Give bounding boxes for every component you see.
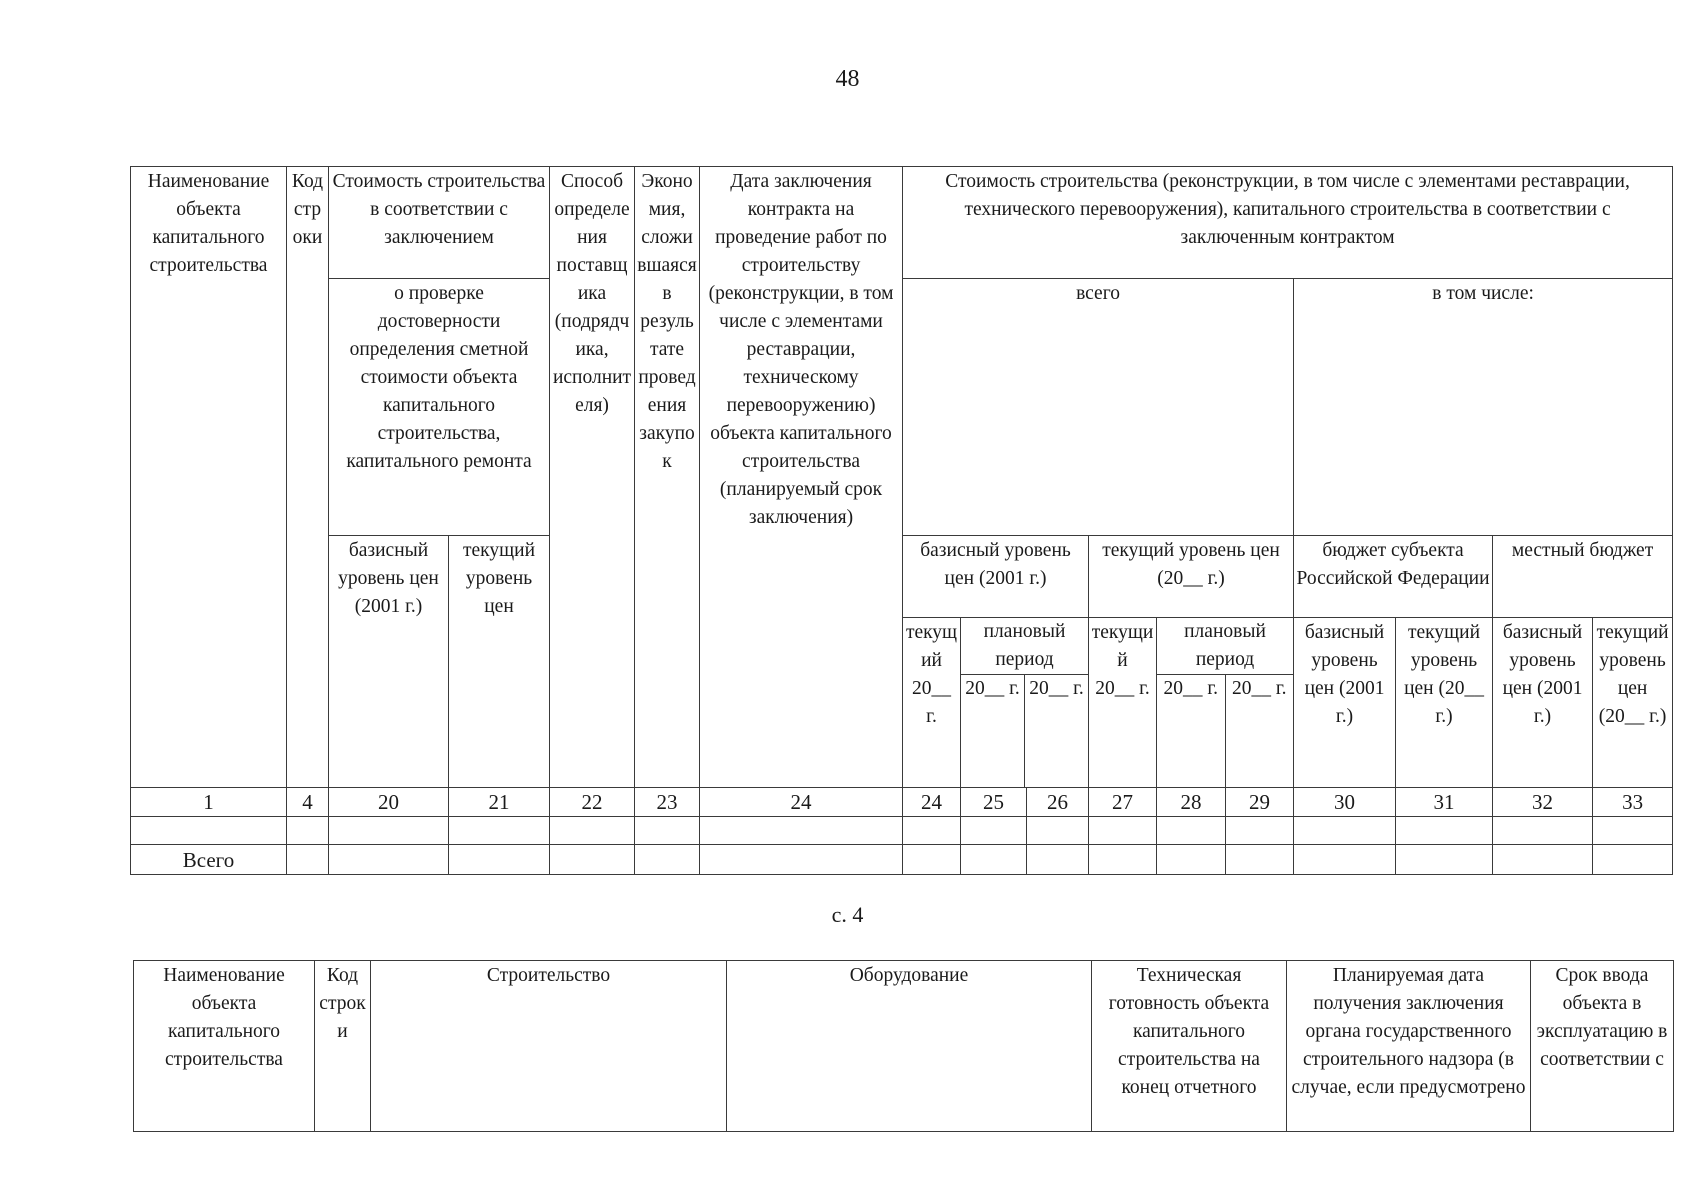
header-region-base: базисный уровень цен (2001 г.)	[1294, 618, 1396, 788]
header-equipment: Оборудование	[727, 961, 1092, 1132]
header-region-current: текущий уровень цен (20__ г.)	[1396, 618, 1493, 788]
total-label: Всего	[131, 845, 287, 875]
col-number: 28	[1157, 788, 1226, 817]
construction-equipment-table	[133, 960, 1674, 1132]
col-number: 33	[1593, 788, 1673, 817]
header-base-price-level: базисный уровень цен (2001 г.)	[329, 536, 449, 788]
header-current-year: текущий 20__ г.	[903, 618, 961, 788]
header-local-current: текущий уровень цен (20__ г.)	[1593, 618, 1673, 788]
column-number-row	[131, 788, 1673, 817]
col-number: 1	[131, 788, 287, 817]
col-number: 27	[1089, 788, 1157, 817]
col-number: 25	[961, 788, 1027, 817]
col-number: 32	[1493, 788, 1593, 817]
header-total: всего	[903, 279, 1294, 536]
col-number: 30	[1294, 788, 1396, 817]
col-number: 29	[1226, 788, 1294, 817]
header-local-budget: местный бюджет	[1493, 536, 1673, 618]
col-number: 24	[700, 788, 903, 817]
col-number: 26	[1027, 788, 1089, 817]
total-row	[131, 845, 1673, 875]
header-base-2001: базисный уровень цен (2001 г.)	[903, 536, 1089, 618]
capital-construction-table	[130, 166, 1673, 875]
header-local-base: базисный уровень цен (2001 г.)	[1493, 618, 1593, 788]
header-commissioning-term: Срок ввода объекта в эксплуатацию в соответствии с	[1531, 961, 1674, 1132]
header-cost-verification: о проверке достоверности определения сметной стоимости объекта капитального строительства, капитального ремонта	[329, 279, 550, 536]
header-object-name-2: Наименование объекта капитального строительства	[134, 961, 315, 1132]
col-number: 4	[287, 788, 329, 817]
header-row-code-2: Код строки	[315, 961, 371, 1132]
col-number: 23	[635, 788, 700, 817]
header-current-20: текущий уровень цен (20__ г.)	[1089, 536, 1294, 618]
col-number: 24	[903, 788, 961, 817]
plan-year-2: 20__ г.	[1029, 678, 1084, 699]
header-construction: Строительство	[371, 961, 727, 1132]
plan-year-4: 20__ г.	[1231, 678, 1287, 699]
header-contract-date: Дата заключения контракта на проведение работ по строительству (реконструкции, в том числе с элементами реставрации, техническому перевооружению) объекта капитального строительства (планируемый срок заключения)	[700, 167, 903, 788]
header-object-name: Наименование объекта капитального строительства	[131, 167, 287, 788]
header-including: в том числе:	[1294, 279, 1673, 536]
header-supplier-method: Способ определения поставщика (подрядчика, исполнителя)	[550, 167, 635, 788]
header-current-price-level: текущий уровень цен	[449, 536, 550, 788]
col-number: 20	[329, 788, 449, 817]
page-number: 48	[835, 66, 860, 92]
col-number: 21	[449, 788, 550, 817]
header-row-code: Код стр оки	[287, 167, 329, 788]
header-plan-period-2: плановый период 20__ г. 20__ г.	[1157, 618, 1294, 788]
col-number: 31	[1396, 788, 1493, 817]
header-contract-cost: Стоимость строительства (реконструкции, в том числе с элементами реставрации, технического перевооружения), капитального строительства в соответствии с заключенным контрактом	[903, 167, 1673, 279]
header-regional-budget: бюджет субъекта Российской Федерации	[1294, 536, 1493, 618]
header-plan-period: плановый период 20__ г. 20__ г.	[961, 618, 1089, 788]
header-cost-by-conclusion: Стоимость строительства в соответствии с заключением	[329, 167, 550, 279]
table-row	[131, 817, 1673, 845]
plan-year-3: 20__ г.	[1157, 675, 1226, 787]
page-sublabel: с. 4	[831, 902, 864, 927]
plan-year-1: 20__ г.	[961, 675, 1025, 787]
header-current-year-2: текущий 20__ г.	[1089, 618, 1157, 788]
col-number: 22	[550, 788, 635, 817]
header-technical-readiness: Техническая готовность объекта капитального строительства на конец отчетного	[1092, 961, 1287, 1132]
header-planned-conclusion-date: Планируемая дата получения заключения органа государственного строительного надзора (в случае, если предусмотрено	[1287, 961, 1531, 1132]
header-procurement-economy: Экономия, сложившаяся в результате проведения закупок	[635, 167, 700, 788]
